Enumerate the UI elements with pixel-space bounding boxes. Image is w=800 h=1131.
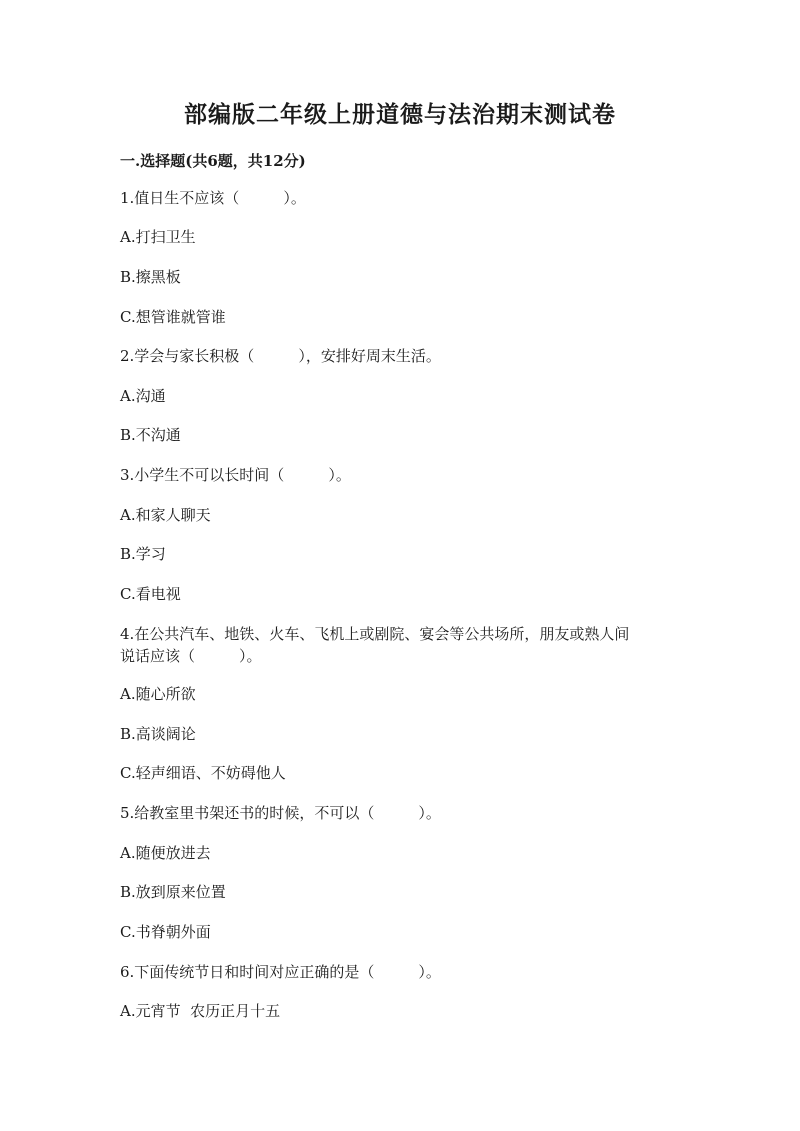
question-4-option-a: A.随心所欲	[120, 685, 196, 703]
question-6-option-a: A.元宵节 农历正月十五	[120, 1002, 281, 1020]
question-3-option-a: A.和家人聊天	[120, 506, 211, 524]
question-4-stem-line1: 4.在公共汽车、地铁、火车、飞机上或剧院、宴会等公共场所，朋友或熟人间	[120, 625, 630, 643]
question-2-option-b: B.不沟通	[120, 426, 181, 444]
question-5-option-b: B.放到原来位置	[120, 883, 226, 901]
question-3-option-b: B.学习	[120, 545, 166, 563]
question-5-option-a: A.随便放进去	[120, 844, 211, 862]
question-1-option-b: B.擦黑板	[120, 268, 181, 286]
question-2-stem: 2.学会与家长积极（ ），安排好周末生活。	[120, 347, 441, 365]
section-header: 一.选择题(共6题，共12分)	[120, 152, 306, 170]
question-6-stem: 6.下面传统节日和时间对应正确的是（ ）。	[120, 963, 441, 981]
question-4-stem-line2: 说话应该（ ）。	[120, 647, 262, 665]
question-4-option-c: C.轻声细语、不妨碍他人	[120, 764, 286, 782]
question-3-option-c: C.看电视	[120, 585, 181, 603]
question-1-option-c: C.想管谁就管谁	[120, 308, 226, 326]
question-3-stem: 3.小学生不可以长时间（ ）。	[120, 466, 351, 484]
question-5-stem: 5.给教室里书架还书的时候，不可以（ ）。	[120, 804, 441, 822]
question-5-option-c: C.书脊朝外面	[120, 923, 211, 941]
question-4-option-b: B.高谈阔论	[120, 725, 196, 743]
question-2-option-a: A.沟通	[120, 387, 166, 405]
question-1-option-a: A.打扫卫生	[120, 228, 196, 246]
question-1-stem: 1.值日生不应该（ ）。	[120, 189, 306, 207]
page-title: 部编版二年级上册道德与法治期末测试卷	[184, 101, 616, 128]
